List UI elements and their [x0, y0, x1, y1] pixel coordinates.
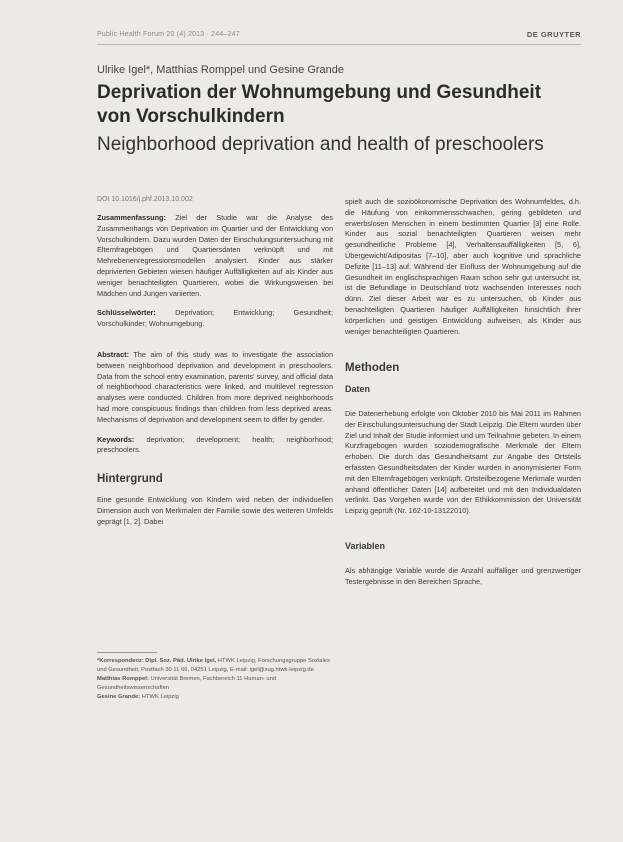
- header-rule: [97, 44, 581, 45]
- journal-citation: Public Health Forum 20 (4) 2013 · 244–247: [97, 31, 240, 38]
- hintergrund-paragraph: Eine gesunde Entwicklung von Kindern wird neben der individuellen Dimension auch von Merkmalen der Familie sowie des weiteren Umfelds geprägt [1, 2]. Dabei: [97, 494, 333, 526]
- right-column: [345, 197, 581, 596]
- footnotes: [97, 657, 337, 702]
- abstract-german: [97, 213, 333, 299]
- abstract-english-label: Abstract:: [97, 349, 130, 359]
- keywords-german-text: Deprivation; Entwicklung; Gesundheit; Vorschulkinder; Wohnumgebung.: [97, 308, 333, 329]
- keywords-german: [97, 308, 333, 330]
- footnote-grande-label: Gesine Grande:: [97, 694, 141, 700]
- article-authors: Ulrike Igel*, Matthias Romppel und Gesine Grande: [97, 64, 345, 76]
- footnote-romppel: [97, 675, 337, 693]
- subsection-heading-variablen: Variablen: [345, 540, 386, 551]
- daten-paragraph: Die Datenerhebung erfolgte von Oktober 2010 bis Mai 2011 im Rahmen der Einschulungsuntersuchung der Stadt Leipzig. Die Eltern wurden über Ziel und Inhalt der Studie informiert und um Teilnahme gebeten. In einem Kurzfragebogen wurden soziodemografische Merkmale der Eltern erhoben. Die durch das Gesundheitsamt zur Angabe des Ortsteils erfassten Gesundheitsdaten der Kinder wurden in anonymisierter Form mit den Elternfragebögen verknüpft. Ortsteilbezogene Merkmale wurden anhand öffentlicher Daten [14] aufbereitet und mit den Individualdaten verlinkt. Das Vorgehen wurde von der Ethikkommission der Universität Leipzig geprüft (Nr. 162-10-13122010).: [345, 408, 581, 516]
- article-title-german: Deprivation der Wohnumgebung und Gesundheit von Vorschulkindern: [97, 82, 542, 127]
- keywords-english: [97, 435, 333, 457]
- hintergrund-continuation: spielt auch die sozioökonomische Deprivation des Wohnumfeldes, d.h. die Häufung von einkommensschwachen, gering gebildeten und erwerbslosen Menschen in einem bestimmten Quartier [3] eine Rolle. Kinder aus sozial benachteiligten Quartieren weisen mehr gesundheitliche Probleme [4], Verhaltensauffälligkeiten [5, 6], Übergewicht/Adipositas [7–10], aber auch kognitive und sprachliche Defizite [11–13] auf. Während der Einfluss der Wohnumgebung auf die Gesundheit im englischsprachigen Raum schon sehr gut untersucht ist, ist die Befundlage in Deutschland trotz wachsenden Interesses noch dünn. Ziel dieser Arbeit war es zu untersuchen, ob Kinder aus benachteiligten Quartieren häufiger Auffälligkeiten hinsichtlich ihrer körperlichen und geistigen Entwicklung aufweisen, als Kinder aus weniger benachteiligten Quartieren.: [345, 197, 581, 336]
- abstract-german-label: Zusammenfassung:: [97, 213, 166, 222]
- keywords-german-label: Schlüsselwörter:: [97, 308, 156, 318]
- footnote-correspondence: [97, 657, 337, 675]
- left-column: [97, 213, 333, 536]
- footnote-romppel-text: Universität Bremen, Fachbereich 11 Human- und Gesundheitswissenschaften: [97, 676, 277, 691]
- abstract-german-text: Ziel der Studie war die Analyse des Zusammenhangs von Deprivation im Quartier und der Entwicklung von Vorschulkindern. Dazu wurden Daten der Einschulungsuntersuchung mit Elternfragebögen und Quartiersdaten verknüpft und mit Mehrebenenregressionsmodellen analysiert. Kinder aus stärker deprivierten Gebieten wiesen häufiger Auffälligkeiten auf als Kinder aus weniger benachteiligten Quartieren, wobei die Wirkungsweisen bei Mädchen und Jungen variierten.: [97, 213, 333, 298]
- keywords-english-text: deprivation; development; health; neighborhood; preschoolers.: [97, 434, 333, 455]
- variablen-paragraph: Als abhängige Variable wurde die Anzahl auffälliger und grenzwertiger Testergebnisse in den Bereichen Sprache,: [345, 565, 581, 586]
- publisher-logo: DE GRUYTER: [526, 30, 581, 39]
- footnote-correspondence-label: *Korrespondenz: Dipl. Soz. Päd. Ulrike Igel,: [97, 658, 217, 664]
- section-heading-hintergrund: Hintergrund: [97, 473, 163, 486]
- article-doi: DOI 10.1016/j.phf.2013.10.002: [97, 196, 193, 203]
- section-heading-methoden: Methoden: [345, 362, 400, 375]
- abstract-english: [97, 350, 333, 426]
- footnote-grande: [97, 693, 337, 702]
- footnote-romppel-label: Matthias Romppel:: [97, 676, 149, 682]
- keywords-english-label: Keywords:: [97, 434, 135, 444]
- footnote-correspondence-text: HTWK Leipzig, Forschungsgruppe Soziales und Gesundheit, Postfach 30 11 66, 04251 Leipzig, E-mail: igel@sug.htwk-leipzig.de: [97, 658, 330, 673]
- article-title-english: Neighborhood deprivation and health of preschoolers: [97, 134, 544, 155]
- subsection-heading-daten: Daten: [345, 384, 371, 395]
- abstract-english-text: The aim of this study was to investigate the association between neighborhood deprivation and development in preschoolers. Data from the school entry examination, parents' survey, and official data of neighborhood characteristics were linked, and multilevel regression analyses were conducted. Children from more deprived neighborhoods had more conspicuous findings than children from less deprived areas. Mechanisms of deprivation and development seem to differ by gender.: [97, 349, 333, 424]
- footnote-rule: [97, 652, 157, 653]
- footnote-grande-text: HTWK Leipzig: [140, 694, 179, 700]
